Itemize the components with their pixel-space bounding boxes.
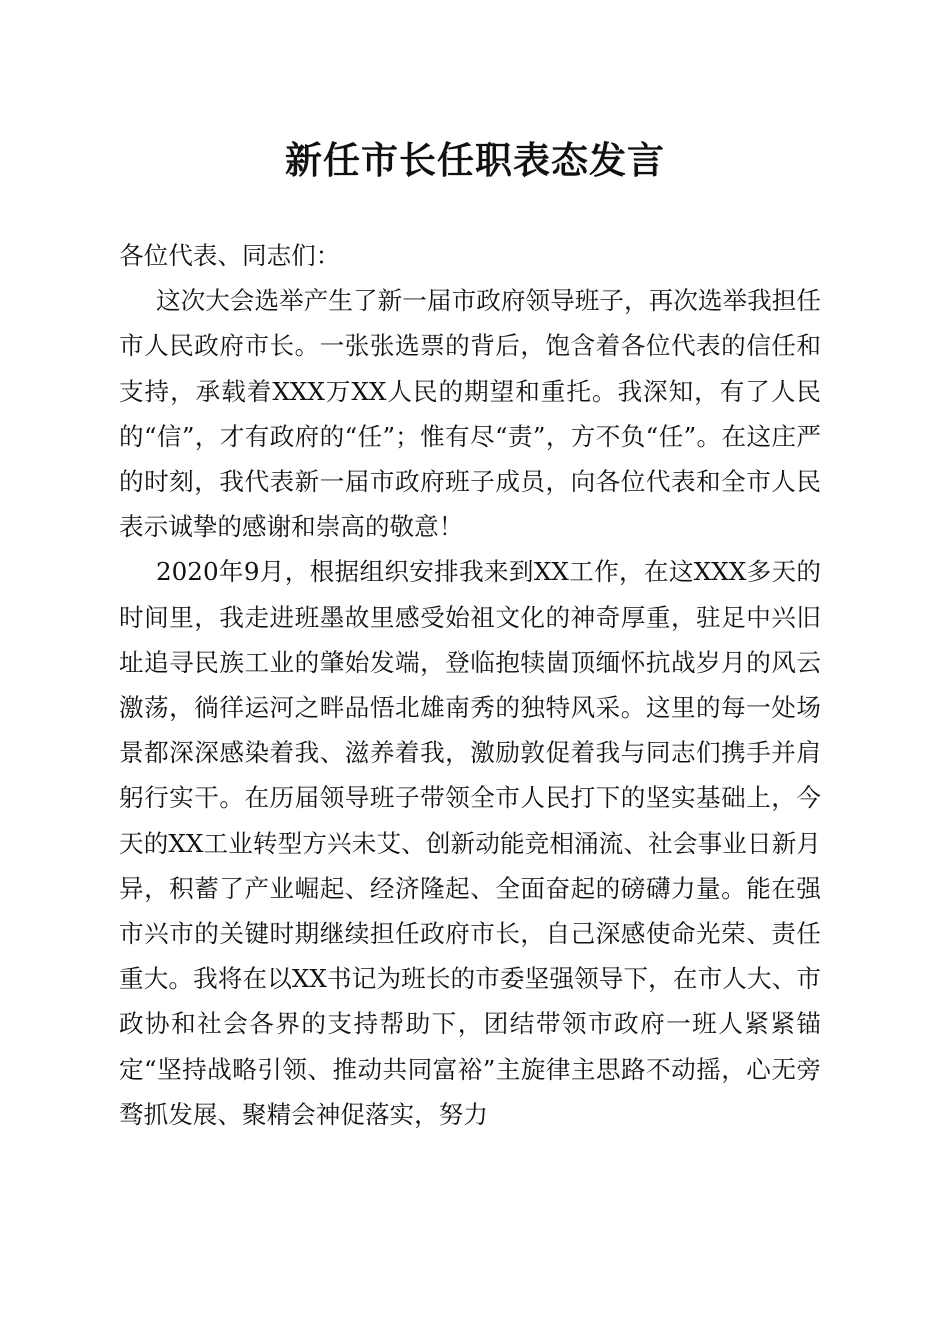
document-body — [119, 233, 821, 1137]
paragraph-1: 这次大会选举产生了新一届市政府领导班子，再次选举我担任市人民政府市长。一张张选票的背后，饱含着各位代表的信任和支持，承载着XXX万XX人民的期望和重托。我深知，有了人民的“信”，才有政府的“任”；惟有尽“责”，方不负“任”。在这庄严的时刻，我代表新一届市政府班子成员，向各位代表和全市人民表示诚挚的感谢和崇高的敬意！ — [119, 286, 821, 542]
paragraph-2: 2020年9月，根据组织安排我来到XX工作，在这XXX多天的时间里，我走进班墨故里感受始祖文化的神奇厚重，驻足中兴旧址追寻民族工业的肇始发端，登临抱犊崮顶缅怀抗战岁月的风云激荡，徜徉运河之畔品悟北雄南秀的独特风采。这里的每一处场景都深深感染着我、滋养着我，激励敦促着我与同志们携手并肩躬行实干。在历届领导班子带领全市人民打下的坚实基础上，今天的XX工业转型方兴未艾、创新动能竞相涌流、社会事业日新月异，积蓄了产业崛起、经济隆起、全面奋起的磅礴力量。能在强市兴市的关键时期继续担任政府市长，自己深感使命光荣、责任重大。我将在以XX书记为班长的市委坚强领导下，在市人大、市政协和社会各界的支持帮助下，团结带领市政府一班人紧紧锚定“坚持战略引领、推动共同富裕”主旋律主思路不动摇，心无旁骛抓发展、聚精会神促落实，努力 — [119, 557, 821, 1129]
salutation: 各位代表、同志们： — [119, 241, 341, 270]
document-title: 新任市长任职表态发言 — [285, 138, 665, 182]
